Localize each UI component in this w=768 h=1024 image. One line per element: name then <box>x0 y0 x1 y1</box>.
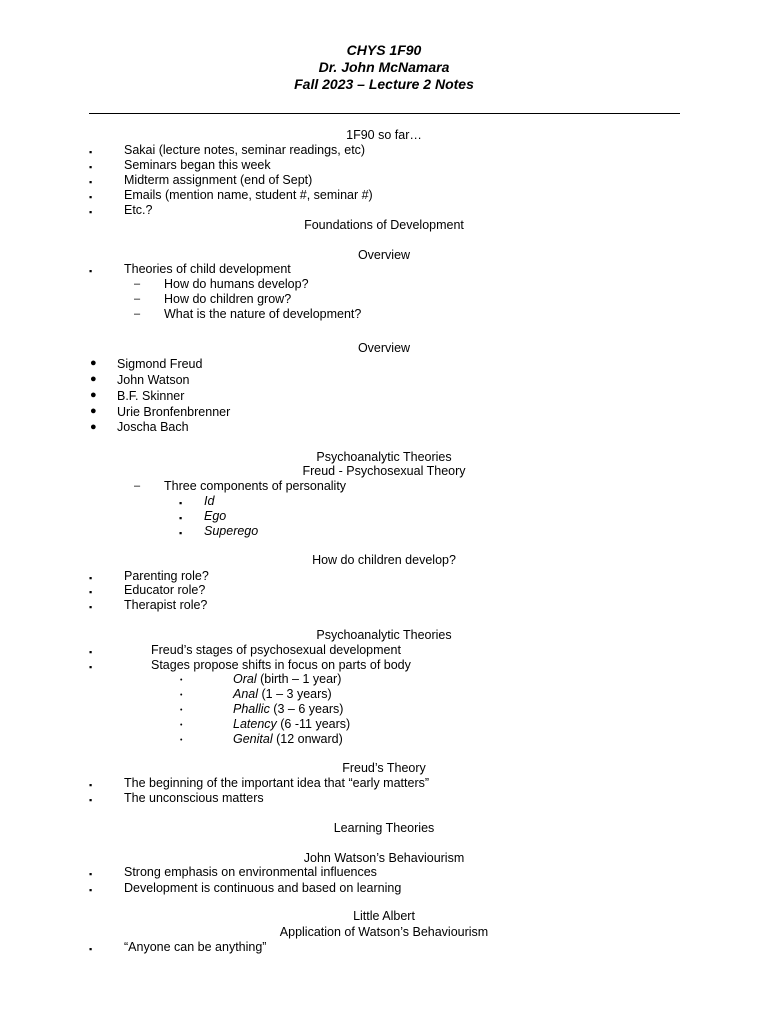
square-bullet-icon: ▪ <box>179 498 183 508</box>
list-item: Urie Bronfenbrenner <box>117 405 231 419</box>
list-item: Midterm assignment (end of Sept) <box>124 173 313 187</box>
square-bullet-icon: ▪ <box>179 513 183 523</box>
square-bullet-icon: ▪ <box>89 869 93 879</box>
stage-range: (birth – 1 year) <box>256 672 342 686</box>
round-bullet-icon: ● <box>90 357 97 369</box>
list-item: Parenting role? <box>124 569 209 583</box>
section-heading: How do children develop? <box>312 553 456 567</box>
stage-item <box>233 732 343 746</box>
sub-list-item: Ego <box>204 509 227 523</box>
square-bullet-icon: ▪ <box>89 662 93 672</box>
list-item: Joscha Bach <box>117 420 189 434</box>
sub-list-item: What is the nature of development? <box>164 307 362 321</box>
list-item: Therapist role? <box>124 598 208 612</box>
round-bullet-icon: ● <box>90 373 97 385</box>
list-item: Freud’s stages of psychosexual development <box>151 643 401 657</box>
square-bullet-icon: ▪ <box>89 147 93 157</box>
lecture-title: Fall 2023 – Lecture 2 Notes <box>294 76 474 92</box>
square-bullet-icon: ▪ <box>89 192 93 202</box>
section-subheading: John Watson’s Behaviourism <box>303 851 465 865</box>
sub-list-item: How do humans develop? <box>164 277 309 291</box>
course-title: CHYS 1F90 <box>346 42 422 58</box>
header-divider <box>89 113 680 114</box>
square-bullet-icon: ▪ <box>89 795 93 805</box>
stage-name: Latency <box>233 717 277 731</box>
square-bullet-icon: ▪ <box>89 266 93 276</box>
square-bullet-icon: ▪ <box>89 587 93 597</box>
list-item: Three components of personality <box>164 479 347 493</box>
section-subheading: Application of Watson’s Behaviourism <box>279 925 489 939</box>
section-heading: Overview <box>357 341 411 355</box>
section-heading: Foundations of Development <box>304 218 464 232</box>
small-bullet-icon: • <box>180 692 183 699</box>
round-bullet-icon: ● <box>90 421 97 433</box>
list-item: Stages propose shifts in focus on parts of body <box>151 658 411 672</box>
dash-bullet-icon: – <box>134 308 141 320</box>
stage-name: Phallic <box>233 702 270 716</box>
square-bullet-icon: ▪ <box>89 944 93 954</box>
sub-list-item: How do children grow? <box>164 292 292 306</box>
stage-name: Genital <box>233 732 273 746</box>
list-item: Sakai (lecture notes, seminar readings, etc) <box>124 143 366 157</box>
section-heading: Little Albert <box>353 909 415 923</box>
stage-range: (3 – 6 years) <box>269 702 344 716</box>
dash-bullet-icon: – <box>134 480 141 492</box>
section-subheading: Freud - Psychosexual Theory <box>302 464 466 478</box>
square-bullet-icon: ▪ <box>179 528 183 538</box>
stage-item <box>233 717 350 731</box>
small-bullet-icon: • <box>180 737 183 744</box>
sub-list-item: Id <box>204 494 215 508</box>
stage-item <box>233 672 341 686</box>
list-item: Seminars began this week <box>124 158 271 172</box>
round-bullet-icon: ● <box>90 405 97 417</box>
square-bullet-icon: ▪ <box>89 780 93 790</box>
list-item: The beginning of the important idea that “early matters” <box>124 776 430 790</box>
small-bullet-icon: • <box>180 677 183 684</box>
dash-bullet-icon: – <box>134 293 141 305</box>
stage-range: (12 onward) <box>272 732 343 746</box>
square-bullet-icon: ▪ <box>89 602 93 612</box>
section-subheading: Overview <box>357 248 411 262</box>
section-heading: Psychoanalytic Theories <box>316 450 452 464</box>
list-item: Strong emphasis on environmental influences <box>124 865 377 879</box>
dash-bullet-icon: – <box>134 278 141 290</box>
list-item: Educator role? <box>124 583 206 597</box>
small-bullet-icon: • <box>180 722 183 729</box>
sub-list-item: Superego <box>204 524 259 538</box>
square-bullet-icon: ▪ <box>89 177 93 187</box>
list-item: Etc.? <box>124 203 153 217</box>
section-heading: Psychoanalytic Theories <box>316 628 452 642</box>
stage-item <box>233 687 332 701</box>
list-item: Sigmond Freud <box>117 357 203 371</box>
square-bullet-icon: ▪ <box>89 162 93 172</box>
stage-range: (6 -11 years) <box>276 717 351 731</box>
round-bullet-icon: ● <box>90 389 97 401</box>
instructor-name: Dr. John McNamara <box>318 59 450 75</box>
list-item: “Anyone can be anything” <box>124 940 267 954</box>
list-item: Emails (mention name, student #, seminar #) <box>124 188 373 202</box>
list-item: The unconscious matters <box>124 791 264 805</box>
square-bullet-icon: ▪ <box>89 885 93 895</box>
stage-range: (1 – 3 years) <box>258 687 332 701</box>
section-heading: Learning Theories <box>333 821 435 835</box>
stage-item <box>233 702 343 716</box>
list-item: Theories of child development <box>124 262 291 276</box>
list-item: John Watson <box>117 373 190 387</box>
section-heading: Freud’s Theory <box>342 761 426 775</box>
stage-name: Anal <box>233 687 259 701</box>
small-bullet-icon: • <box>180 707 183 714</box>
stage-name: Oral <box>233 672 257 686</box>
square-bullet-icon: ▪ <box>89 207 93 217</box>
square-bullet-icon: ▪ <box>89 573 93 583</box>
square-bullet-icon: ▪ <box>89 647 93 657</box>
section-heading: 1F90 so far… <box>346 128 422 142</box>
list-item: Development is continuous and based on learning <box>124 881 402 895</box>
list-item: B.F. Skinner <box>117 389 185 403</box>
